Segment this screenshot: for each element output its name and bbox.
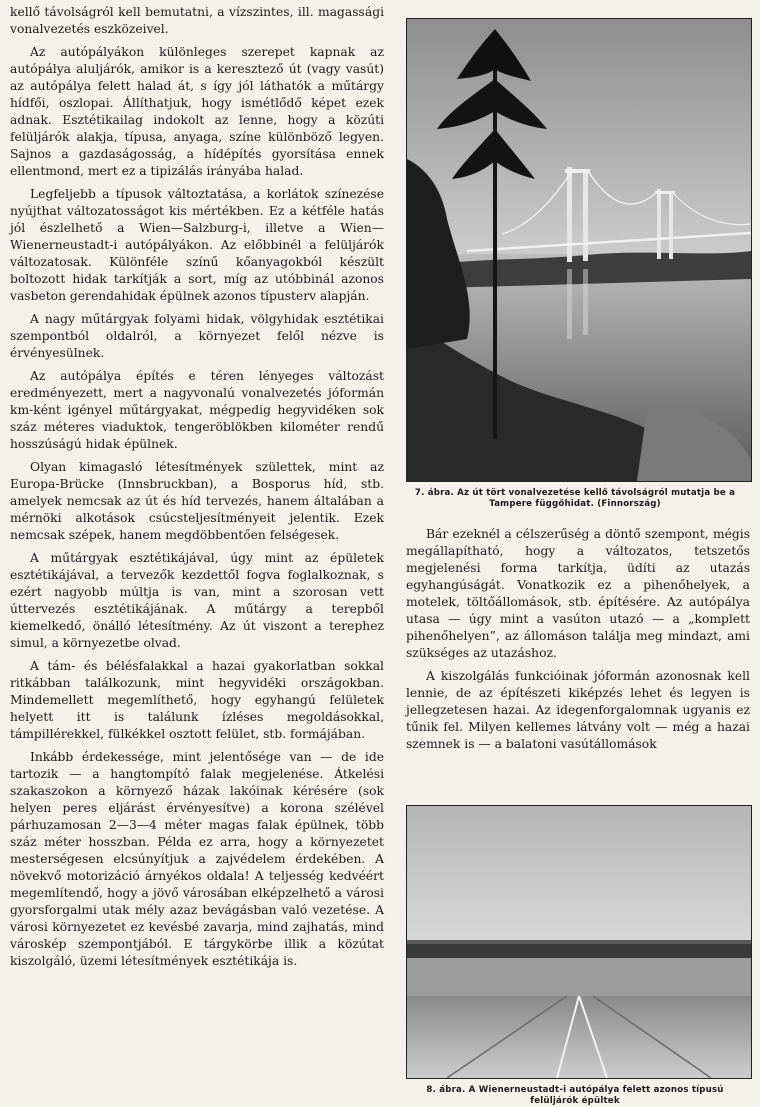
paragraph: A tám- és bélésfalakkal a hazai gyakorlatban sokkal ritkábban találkozunk, mint hegyvidéki országokban. Mindemellett megemlíthető, hogy egyhangú felületek helyett itt is találunk ízléses megoldásokkal, támpillérekkel, fülkékkel osztott felület, stb. formájában. <box>10 659 384 741</box>
paragraph: Az autópályákon különleges szerepet kapnak az autópálya aluljárók, amikor is a keresztező út (vagy vasút) az autópálya felett halad át, s így jól láthatók a műtárgy hídfői, oszlopai. Állíthatjuk, hogy ismétlődő képet ezek adnak. Esztétikailag indokolt az lenne, hogy a közúti felüljárók alakja, típusa, anyaga, színe különböző legyen. Sajnos a gazdaságosság, a hídépítés gyorsítása ennek ellentmond, mert ez a tipizálás irányába halad. <box>10 45 384 178</box>
figure-7-photo <box>406 18 752 482</box>
figure-8-photo <box>406 805 752 1079</box>
left-text-column <box>10 4 384 1080</box>
paragraph: Legfeljebb a típusok változtatása, a korlátok színezése nyújthat változatosságot kis mértékben. Ez a kétféle hatás jól észlelhető a Wien—Salzburg-i, illetve a Wien—Wienerneustadt-i autópályákon. Az előbbinél a felüljárók változatosak. Különféle színű kőanyagokból készült boltozott hidak tarkítják a sort, míg az utóbbinál azonos vasbeton gerendahidak épülnek azonos típusterv alapján. <box>10 187 384 303</box>
paragraph: A műtárgyak esztétikájával, úgy mint az épületek esztétikájával, a tervezők kezdettől fogva foglalkoznak, s ezért nagyobb múltja is van, mint a szorosan vett úttervezés esztétikájának. A műtárgy a terepből kiemelkedő, önálló létesítmény. Az út viszont a terephez simul, a környezetbe olvad. <box>10 551 384 650</box>
paragraph: Az autópálya építés e téren lényeges változást eredményezett, mert a nagyvonalú vonalvezetés jóformán km-ként igényel műtárgyakat, mégpedig hegyvidéken sok száz méteres viaduktok, tengeröblökben kilométer rendű hosszúságú hidak épülnek. <box>10 369 384 451</box>
paragraph: A nagy műtárgyak folyami hidak, völgyhidak esztétikai szempontból oldalról, a környezet felől nézve is érvényesülnek. <box>10 312 384 360</box>
paragraph: kellő távolságról kell bemutatni, a vízszintes, ill. magassági vonalvezetés eszközeivel. <box>10 5 384 36</box>
right-column <box>400 0 750 1106</box>
tampere-bridge-photo <box>407 19 751 481</box>
figure-8-caption: 8. ábra. A Wienerneustadt-i autópálya felett azonos típusú felüljárók épültek <box>426 1085 724 1106</box>
paragraph: Bár ezeknél a célszerűség a döntő szempont, mégis megállapítható, hogy a változatos, tetszetős megjelenési forma tarkítja, üdíti az utazás egyhangúságát. Vonatkozik ez a pihenőhelyek, a motelek, töltőállomások, stb. építésére. Az autópálya utasa — úgy mint a vasúton utazó — a „komplett pihenőhelyen”, az állomáson találja meg mindazt, ami szükséges az utazáshoz. <box>406 527 750 660</box>
spacer <box>400 759 750 805</box>
paragraph: Olyan kimagasló létesítmények születtek, mint az Europa-Brücke (Innsbruckban), a Bosporus híd, stb. amelyek nemcsak az út és híd tervezés, hanem általában a mérnöki alkotások csúcsteljesítményeit jelentik. Ezek nemcsak szépek, hanem megdöbbentően felségesek. <box>10 460 384 542</box>
right-text-block <box>406 526 750 753</box>
figure-7-caption: 7. ábra. Az út tört vonalvezetése kellő távolságról mutatja be a Tampere függőhidat. (Finnország) <box>414 488 736 509</box>
paragraph: Inkább érdekessége, mint jelentősége van — de ide tartozik — a hangtompító falak megjelenése. Átkelési szakaszokon a környező házak lakóinak kérésére (sok helyen peres eljárást érvényesítve) a korona szélével párhuzamosan 2—3—4 méter magas falak épülnek, több száz méter hosszban. Példa ez arra, hogy a környezetet mesterségesen elcsúnyítjuk a zajvédelem érdekében. A növekvő motorizáció árnyékos oldala! A teljesség kedvéért megemlítendő, hogy a jövő városában elképzelhető a városi gyorsforgalmi utak mély azaz bevágásban való vezetése. A városi környezetet ez kevésbé zavarja, mind zajhatás, mind városkép szempontjából. E tárgykörbe illik a közútat kiszolgáló, üzemi létesítmények esztétikája is. <box>10 750 384 968</box>
overpass-photo <box>407 806 751 1078</box>
paragraph: A kiszolgálás funkcióinak jóformán azonosnak kell lennie, de az építészeti kiképzés lehet és legyen is jellegzetesen hazai. Az idegenforgalomnak ugyanis ez tűnik fel. Milyen kellemes látvány volt — még a hazai szemnek is — a balatoni vasútállomások <box>406 669 750 751</box>
